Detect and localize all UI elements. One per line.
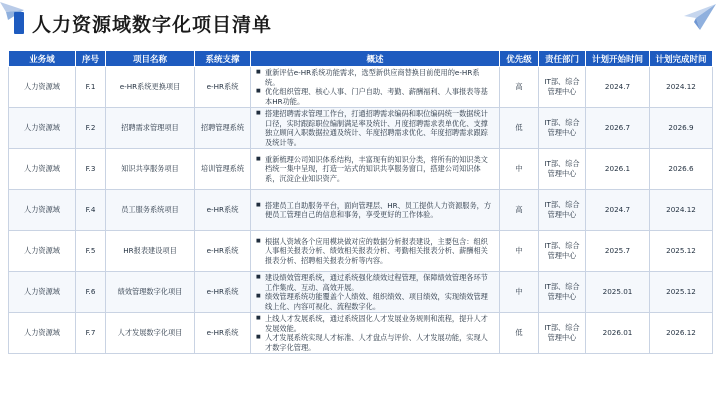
cell-system: e-HR系统 <box>195 67 251 108</box>
summary-bullet: ■ 建设绩效管理系统，通过系统强化绩效过程管理，保障绩效管理各环节工作集成、互动、高效开展。 <box>265 273 493 292</box>
cell-end-time: 2024.12 <box>650 67 713 108</box>
cell-department: IT部、综合管理中心 <box>539 190 586 231</box>
cell-domain: 人力资源域 <box>9 190 76 231</box>
cell-domain: 人力资源域 <box>9 149 76 190</box>
cell-summary <box>251 190 500 231</box>
cell-end-time: 2026.9 <box>650 108 713 149</box>
cell-priority: 中 <box>500 149 539 190</box>
cell-end-time: 2024.12 <box>650 190 713 231</box>
summary-bullet: ■ 重新评估e-HR系统功能需求，选型新供应商替换目前使用的e-HR系统。 <box>265 68 493 87</box>
cell-number: F.2 <box>76 108 106 149</box>
cell-priority: 中 <box>500 231 539 272</box>
cell-start-time: 2025.7 <box>586 231 650 272</box>
cell-number: F.5 <box>76 231 106 272</box>
table-row <box>9 313 713 354</box>
cell-summary <box>251 149 500 190</box>
summary-bullet: ■ 优化组织管理、核心人事、门户自助、考勤、薪酬福利、人事报表等基本HR功能。 <box>265 87 493 106</box>
cell-start-time: 2024.7 <box>586 67 650 108</box>
cell-system: 招聘管理系统 <box>195 108 251 149</box>
summary-bullet: ■ 搭建招聘需求管理工作台，打通招聘需求编码和职位编码统一数据统计口径，实时跟踪职位编制满足率及统计、月度招聘需求表单优化、支撑独立顾问入职数据拉通及统计、年度招聘需求优化、年度招聘需求跟踪及统计等。 <box>265 109 493 147</box>
project-list-table <box>8 50 713 354</box>
summary-bullet: ■ 绩效管理系统功能覆盖个人绩效、组织绩效、项目绩效，实现绩效管理线上化、内容可视化、流程数字化。 <box>265 292 493 311</box>
cell-start-time: 2026.7 <box>586 108 650 149</box>
cell-project-name: 员工服务系统项目 <box>106 190 195 231</box>
page-title: 人力资源域数字化项目清单 <box>32 13 273 36</box>
cell-domain: 人力资源域 <box>9 108 76 149</box>
header-number: 序号 <box>76 51 106 67</box>
cell-number: F.1 <box>76 67 106 108</box>
cell-summary <box>251 67 500 108</box>
cell-priority: 低 <box>500 108 539 149</box>
cell-department: IT部、综合管理中心 <box>539 313 586 354</box>
cell-priority: 中 <box>500 272 539 313</box>
cell-department: IT部、综合管理中心 <box>539 149 586 190</box>
cell-number: F.4 <box>76 190 106 231</box>
cell-domain: 人力资源域 <box>9 272 76 313</box>
cell-start-time: 2025.01 <box>586 272 650 313</box>
cell-end-time: 2025.12 <box>650 231 713 272</box>
cell-summary <box>251 231 500 272</box>
header-department: 责任部门 <box>539 51 586 67</box>
page-header <box>14 8 272 38</box>
paper-plane-decoration-icon <box>682 2 718 32</box>
header-summary: 概述 <box>251 51 500 67</box>
cell-start-time: 2024.7 <box>586 190 650 231</box>
summary-bullet: ■ 上线人才发展系统，通过系统固化人才发展业务规则和流程，提升人才发展效能。 <box>265 314 493 333</box>
table-row <box>9 190 713 231</box>
cell-department: IT部、综合管理中心 <box>539 108 586 149</box>
table-header-row <box>9 51 713 67</box>
cell-department: IT部、综合管理中心 <box>539 231 586 272</box>
table-row <box>9 108 713 149</box>
cell-end-time: 2025.12 <box>650 272 713 313</box>
table-row <box>9 67 713 108</box>
cell-priority: 低 <box>500 313 539 354</box>
cell-system: e-HR系统 <box>195 231 251 272</box>
header-start-time: 计划开始时间 <box>586 51 650 67</box>
cell-start-time: 2026.01 <box>586 313 650 354</box>
cell-department: IT部、综合管理中心 <box>539 67 586 108</box>
header-system: 系统支撑 <box>195 51 251 67</box>
header-priority: 优先级 <box>500 51 539 67</box>
table-row <box>9 272 713 313</box>
cell-project-name: 招聘需求管理项目 <box>106 108 195 149</box>
cell-system: e-HR系统 <box>195 272 251 313</box>
cell-end-time: 2026.12 <box>650 313 713 354</box>
cell-end-time: 2026.6 <box>650 149 713 190</box>
header-domain: 业务域 <box>9 51 76 67</box>
cell-department: IT部、综合管理中心 <box>539 272 586 313</box>
cell-project-name: e-HR系统更换项目 <box>106 67 195 108</box>
summary-bullet: ■ 搭建员工自助服务平台，面向管理层、HR、员工提供人力资源服务，方便员工管理自己的信息和事务，享受更好的工作体验。 <box>265 201 493 220</box>
header-end-time: 计划完成时间 <box>650 51 713 67</box>
cell-project-name: 绩效管理数字化项目 <box>106 272 195 313</box>
cell-domain: 人力资源域 <box>9 231 76 272</box>
table-row <box>9 149 713 190</box>
header-project-name: 项目名称 <box>106 51 195 67</box>
cell-number: F.6 <box>76 272 106 313</box>
cell-domain: 人力资源域 <box>9 313 76 354</box>
cell-number: F.3 <box>76 149 106 190</box>
cell-number: F.7 <box>76 313 106 354</box>
project-list-table-container <box>8 50 712 354</box>
cell-summary <box>251 272 500 313</box>
cell-project-name: 人才发展数字化项目 <box>106 313 195 354</box>
cell-priority: 高 <box>500 67 539 108</box>
cell-system: e-HR系统 <box>195 313 251 354</box>
cell-priority: 高 <box>500 190 539 231</box>
title-accent-bar <box>14 12 24 34</box>
cell-summary <box>251 108 500 149</box>
cell-system: e-HR系统 <box>195 190 251 231</box>
summary-bullet: ■ 根据人资域各个应用模块做对应的数据分析报表建设，主要包含：组织人事相关报表分析、绩效相关报表分析、考勤相关报表分析、薪酬相关报表分析、招聘相关报表分析等内容。 <box>265 237 493 266</box>
summary-bullet: ■ 重新梳理公司知识体系结构，丰富现有的知识分类，将所有的知识类文档统一集中呈现，打造一站式的知识共享服务窗口，搭建公司知识体系，沉淀企业知识资产。 <box>265 155 493 184</box>
cell-domain: 人力资源域 <box>9 67 76 108</box>
cell-system: 培训管理系统 <box>195 149 251 190</box>
cell-project-name: HR报表建设项目 <box>106 231 195 272</box>
cell-project-name: 知识共享服务项目 <box>106 149 195 190</box>
summary-bullet: ■ 人才发展系统实现人才标准、人才盘点与评价、人才发展功能，实现人才数字化管理。 <box>265 333 493 352</box>
table-row <box>9 231 713 272</box>
cell-summary <box>251 313 500 354</box>
cell-start-time: 2026.1 <box>586 149 650 190</box>
